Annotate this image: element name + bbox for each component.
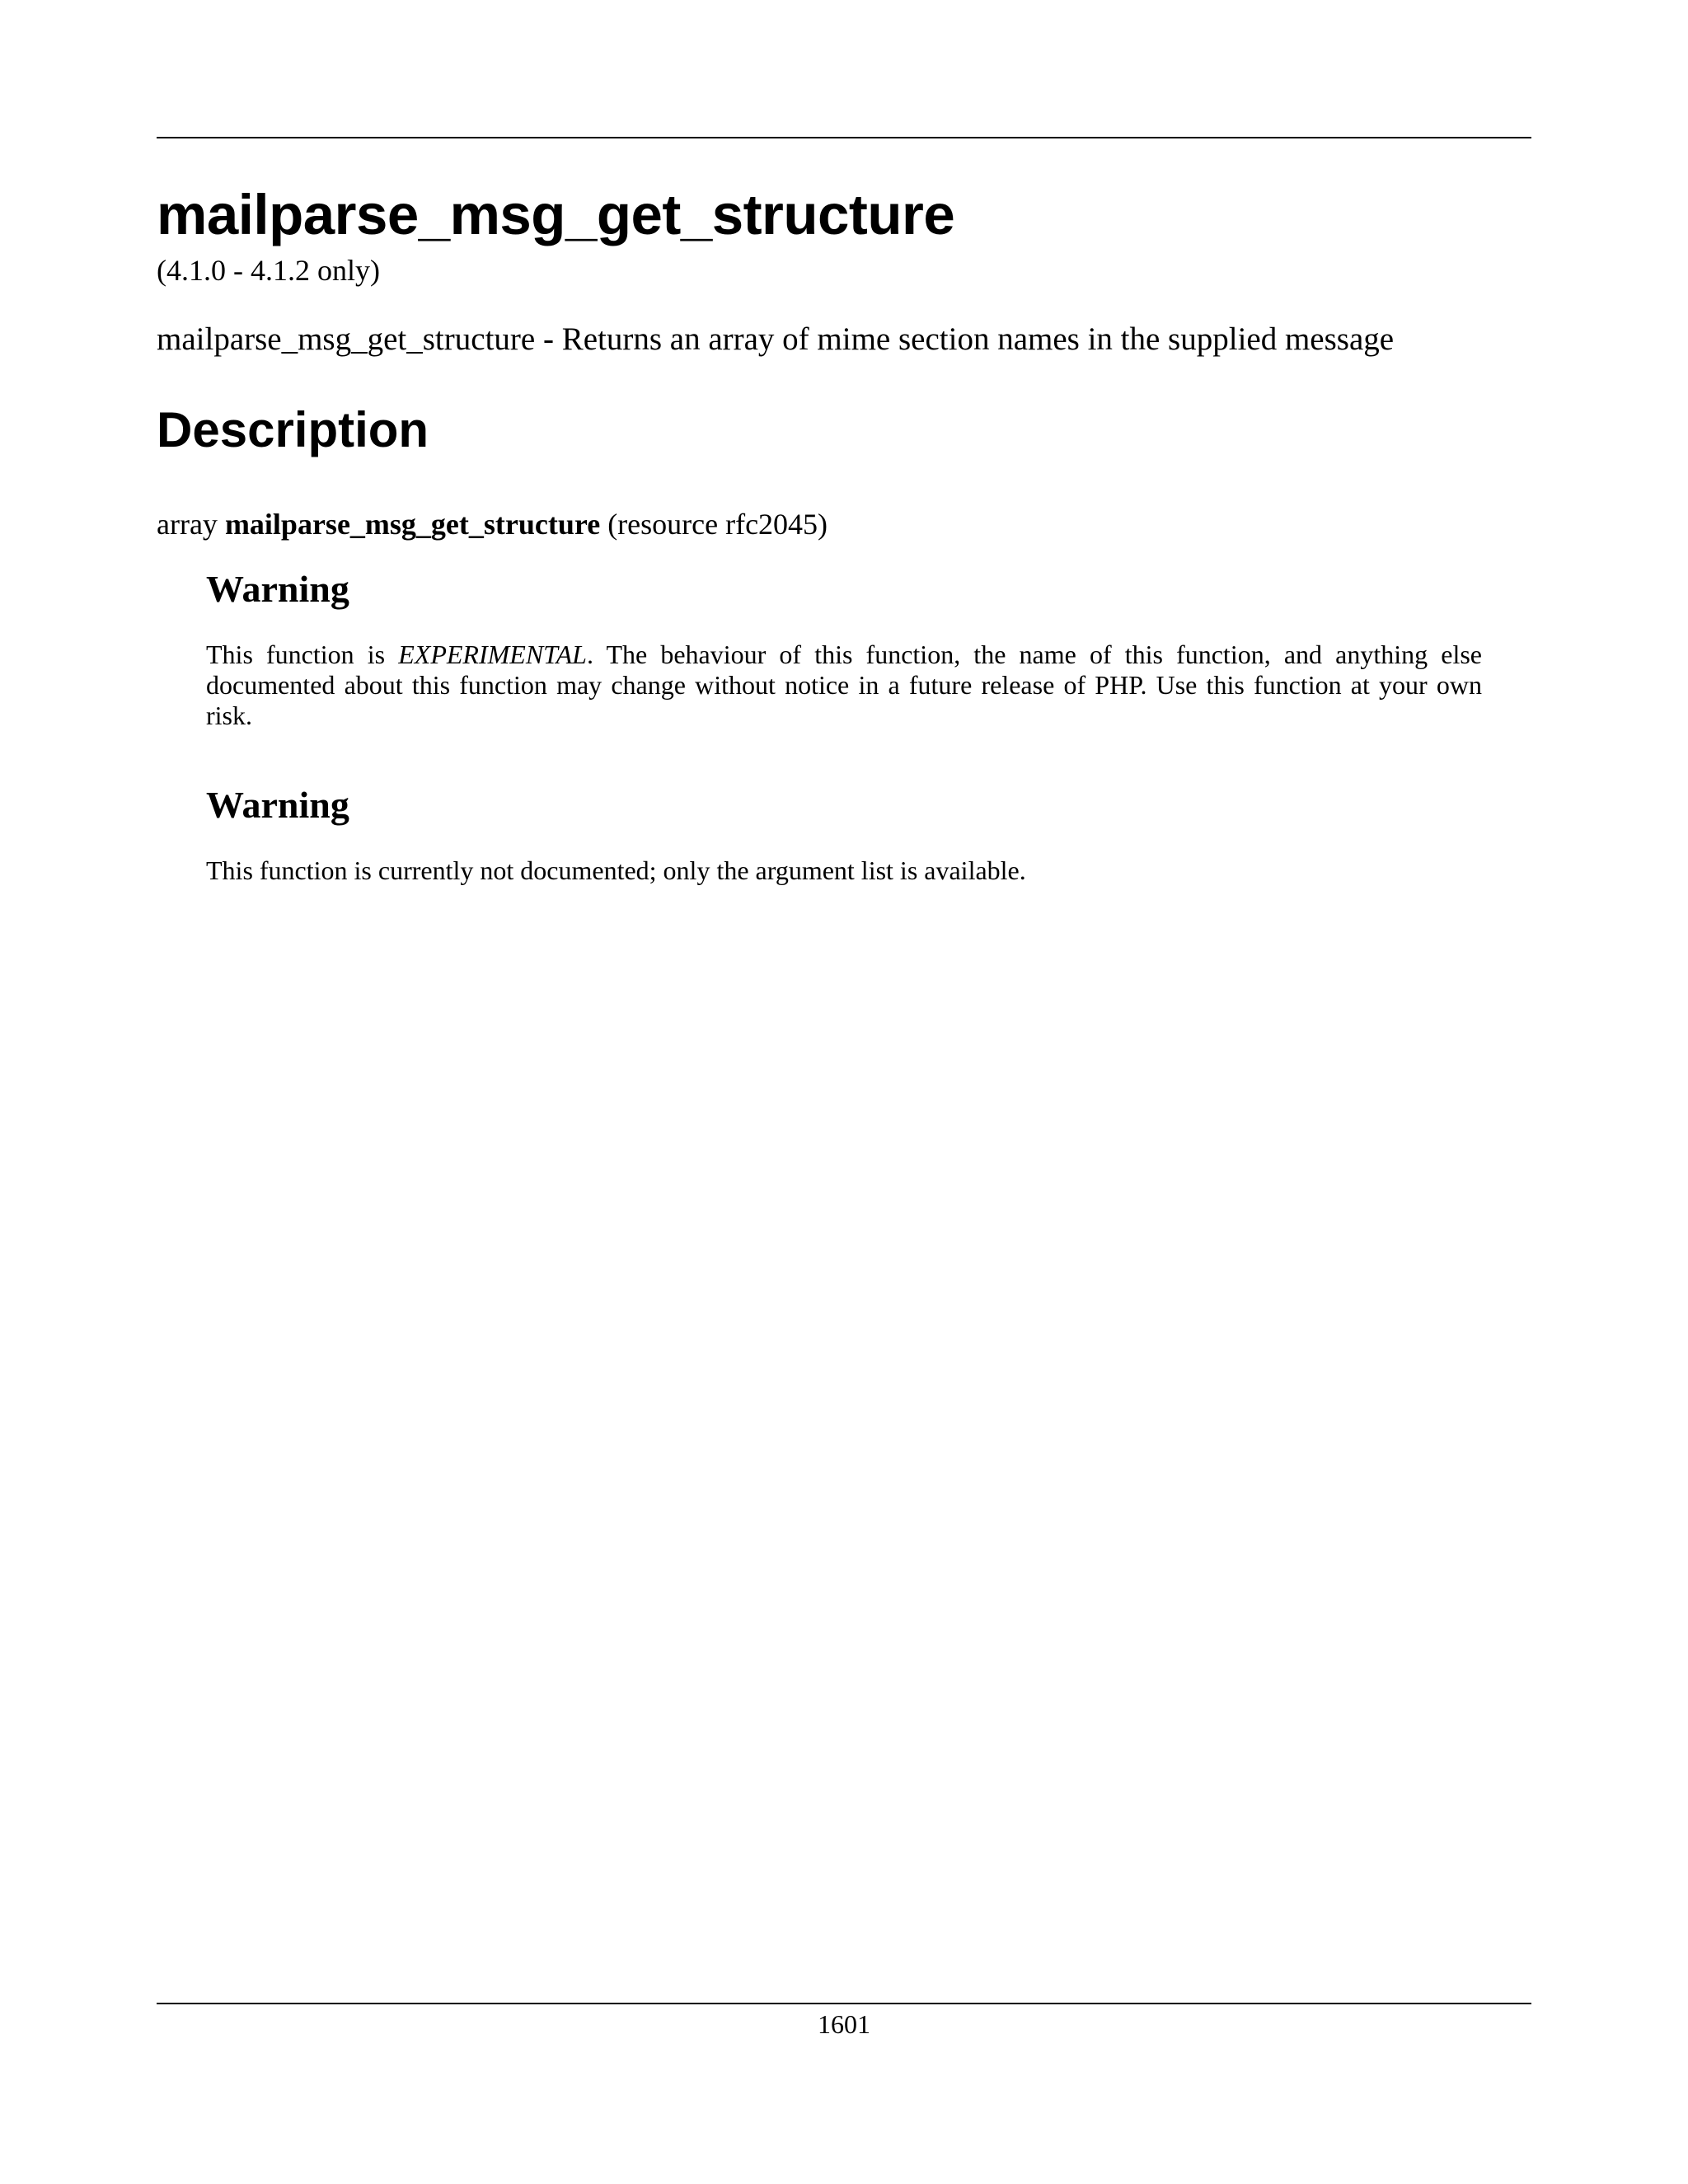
function-params: (resource rfc2045)	[607, 508, 828, 541]
warning-text-part: . The behaviour of this function, the name of this function, and anything else documented about this function may change without notice in a future release of PHP. Use this function at your own risk.	[206, 640, 1483, 730]
version-note: (4.1.0 - 4.1.2 only)	[157, 254, 380, 287]
function-synopsis	[157, 509, 828, 539]
warning-title: Warning	[206, 568, 349, 610]
warning-text-part: This function is	[206, 640, 399, 669]
warning-emphasis: EXPERIMENTAL	[398, 640, 587, 669]
warning-text-experimental	[206, 640, 1482, 731]
header-rule	[157, 137, 1531, 138]
page-title: mailparse_msg_get_structure	[157, 183, 955, 246]
return-type: array	[157, 508, 218, 541]
section-title-description: Description	[157, 402, 429, 457]
warning-text-undocumented: This function is currently not documented; only the argument list is available.	[206, 855, 1026, 885]
function-name: mailparse_msg_get_structure	[224, 508, 601, 541]
warning-title: Warning	[206, 784, 349, 826]
footer-rule	[157, 2003, 1531, 2004]
page-number: 1601	[818, 2009, 870, 2039]
ref-purpose: mailparse_msg_get_structure - Returns an array of mime section names in the supplied message	[157, 321, 1395, 357]
